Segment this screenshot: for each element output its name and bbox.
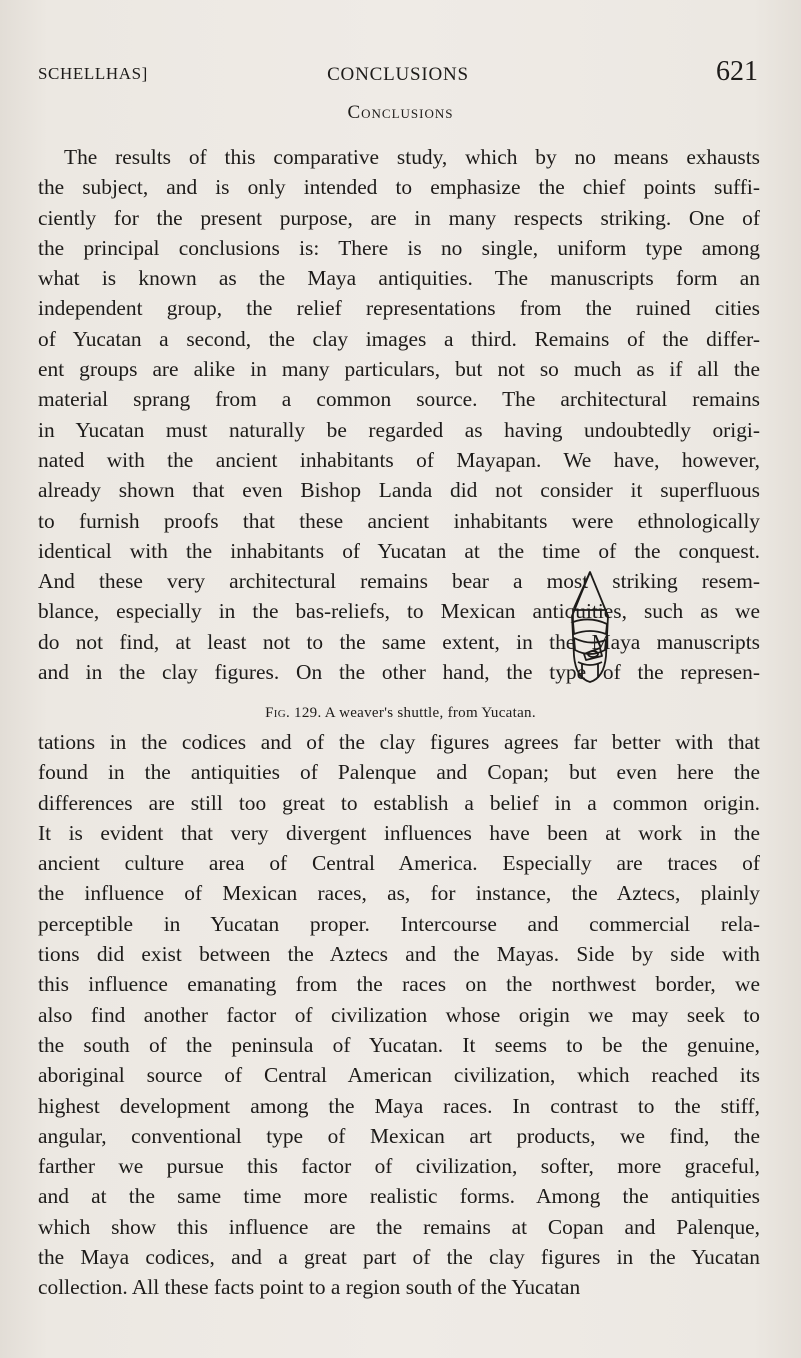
text-line: It is evident that very divergent influences have been at work in the [38,820,760,845]
text-line: farther we pursue this factor of civilization, softer, more graceful, [38,1154,760,1179]
text-line: to furnish proofs that these ancient inhabitants were ethnologically [38,508,760,533]
paragraph-2 [38,727,760,1303]
text-line: and in the clay figures. On the other hand, the type of the represen- [38,660,760,685]
shuttle-icon [560,568,620,688]
text-line: identical with the inhabitants of Yucatan at the time of the conquest. [38,538,760,563]
text-line: collection. All these facts point to a region south of the Yucatan [38,1275,581,1300]
text-line: what is known as the Maya antiquities. The manuscripts form an [38,266,760,291]
text-line: and at the same time more realistic forms. Among the antiquities [38,1184,760,1209]
text-line: ciently for the present purpose, are in many respects striking. One of [38,205,760,230]
text-line: blance, especially in the bas-reliefs, to Mexican antiquities, such as we [38,599,760,624]
text-line: tions did exist between the Aztecs and the Mayas. Side by side with [38,942,760,967]
text-line: the Maya codices, and a great part of the clay figures in the Yucatan [38,1245,760,1270]
text-line: highest development among the Maya races. In contrast to the stiff, [38,1093,760,1118]
text-line: perceptible in Yucatan proper. Intercourse and commercial rela- [38,911,760,936]
text-line: And these very architectural remains bear a most striking resem- [38,569,760,594]
page-number: 621 [716,56,758,87]
text-line: in Yucatan must naturally be regarded as having undoubtedly origi- [38,417,760,442]
text-line: aboriginal source of Central American civilization, which reached its [38,1063,760,1088]
text-line: the subject, and is only intended to emphasize the chief points suffi- [38,175,760,200]
text-line: independent group, the relief representations from the ruined cities [38,296,760,321]
text-line: the influence of Mexican races, as, for instance, the Aztecs, plainly [38,881,760,906]
text-line: which show this influence are the remains at Copan and Palenque, [38,1214,760,1239]
text-line: this influence emanating from the races on the northwest border, we [38,972,760,997]
text-line: material sprang from a common source. The architectural remains [38,387,760,412]
running-head [38,50,758,90]
weaver-shuttle-illustration [560,568,620,688]
text-line: do not find, at least not to the same extent, in the Maya manuscripts [38,629,760,654]
text-line: also find another factor of civilization whose origin we may seek to [38,1002,760,1027]
paragraph-1 [38,142,760,687]
text-line: ancient culture area of Central America. Especially are traces of [38,851,760,876]
figure-caption [0,705,801,722]
figure-caption-text: A weaver's shuttle, from Yucatan. [324,705,536,721]
text-line: differences are still too great to establish a belief in a common origin. [38,790,760,815]
text-line: ent groups are alike in many particulars, but not so much as if all the [38,357,760,382]
header-running-title: CONCLUSIONS [327,64,469,85]
text-line: the south of the peninsula of Yucatan. It seems to be the genuine, [38,1032,760,1057]
text-line: angular, conventional type of Mexican art products, we find, the [38,1123,760,1148]
text-line: already shown that even Bishop Landa did not consider it superfluous [38,478,760,503]
text-line: nated with the ancient inhabitants of Mayapan. We have, however, [38,447,760,472]
figure-label: Fig. 129. [265,705,322,721]
text-line: the principal conclusions is: There is no single, uniform type among [38,235,760,260]
text-line: tations in the codices and of the clay figures agrees far better with that [38,730,760,754]
section-title: Conclusions [347,102,454,123]
header-author: SCHELLHAS] [38,64,148,83]
text-line: of Yucatan a second, the clay images a third. Remains of the differ- [38,326,760,351]
text-line: found in the antiquities of Palenque and Copan; but even here the [38,760,760,785]
text-line: The results of this comparative study, which by no means exhausts [64,145,760,169]
